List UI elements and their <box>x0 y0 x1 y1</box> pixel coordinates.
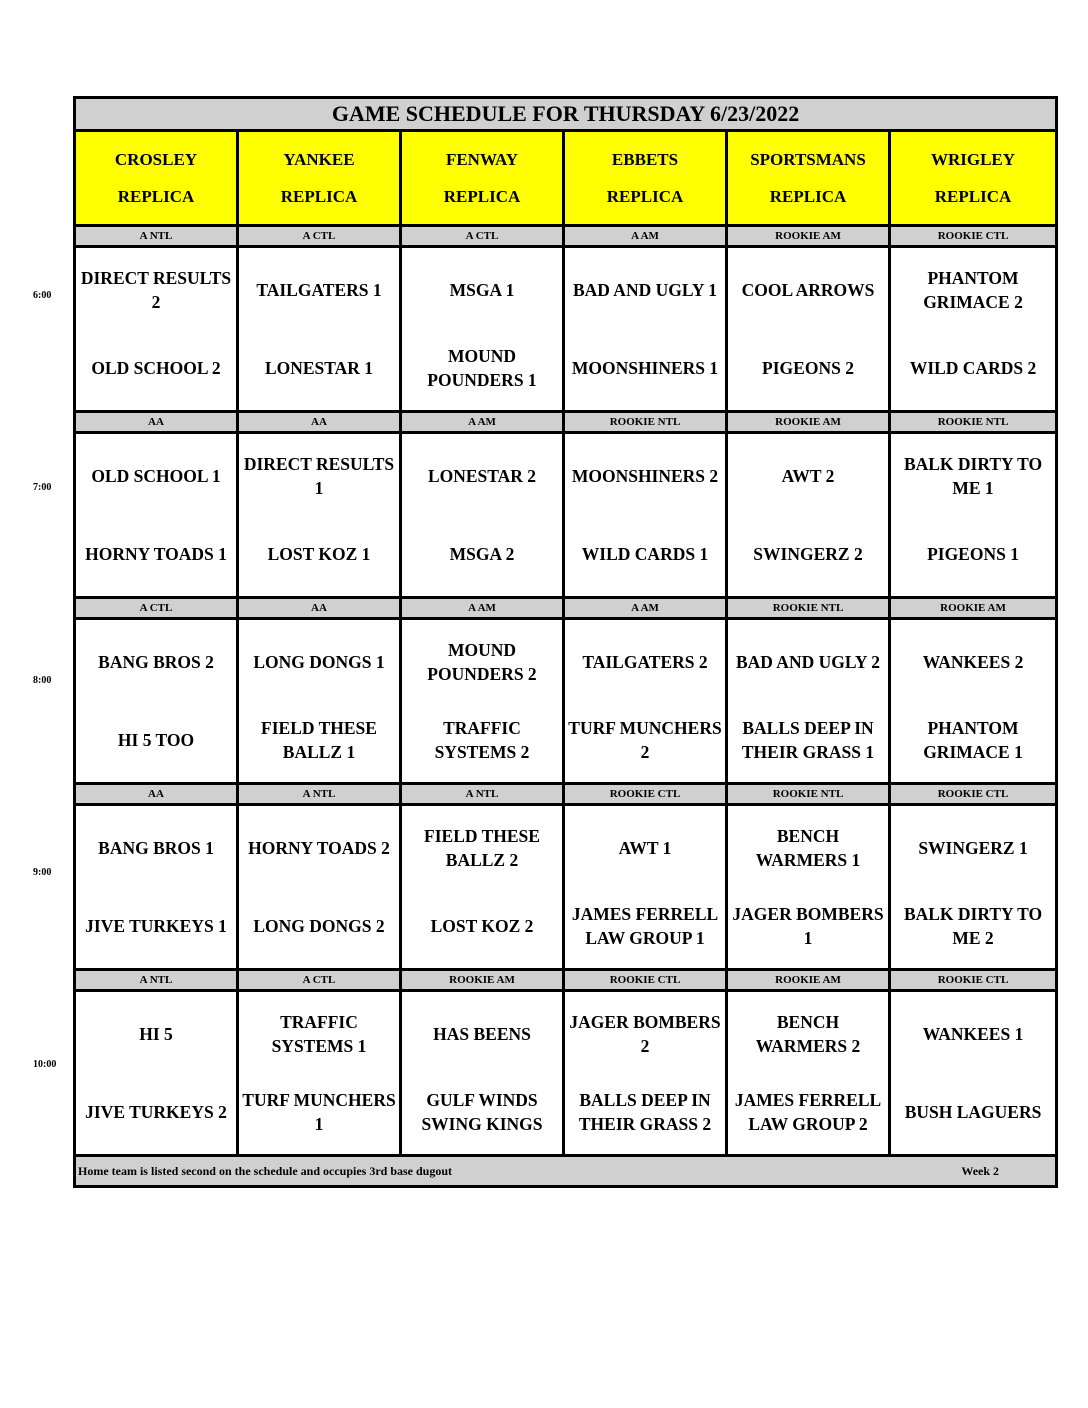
division-label: A AM <box>564 598 727 619</box>
division-label: ROOKIE CTL <box>890 784 1057 805</box>
away-team: BANG BROS 1 <box>98 838 214 858</box>
division-label: ROOKIE AM <box>727 970 890 991</box>
game-cell <box>238 619 401 784</box>
game-cell <box>727 991 890 1156</box>
away-team: BENCH WARMERS 2 <box>755 1012 861 1056</box>
game-row <box>75 991 1057 1156</box>
game-cell <box>890 433 1057 598</box>
home-team: FIELD THESE BALLZ 1 <box>261 718 377 762</box>
game-cell <box>75 619 238 784</box>
game-cell <box>75 247 238 412</box>
home-team: GULF WINDS SWING KINGS <box>421 1090 543 1134</box>
home-team: HI 5 TOO <box>117 730 195 750</box>
game-row <box>75 247 1057 412</box>
away-team: TAILGATERS 2 <box>582 652 708 672</box>
division-label: ROOKIE CTL <box>890 970 1057 991</box>
home-team: MOUND POUNDERS 1 <box>427 346 537 390</box>
division-row <box>75 970 1057 991</box>
division-label: ROOKIE AM <box>727 226 890 247</box>
home-team: WILD CARDS 1 <box>581 544 709 564</box>
field-header <box>238 131 401 226</box>
away-team: BAD AND UGLY 1 <box>572 280 718 300</box>
field-name: CROSLEY <box>114 150 198 169</box>
home-team: JAGER BOMBERS 1 <box>732 904 884 948</box>
home-team: LONG DONGS 2 <box>253 916 385 936</box>
game-cell <box>238 433 401 598</box>
division-label: A CTL <box>238 970 401 991</box>
game-cell <box>238 805 401 970</box>
division-label: ROOKIE NTL <box>890 412 1057 433</box>
away-team: AWT 1 <box>618 838 672 858</box>
home-team: WILD CARDS 2 <box>909 358 1037 378</box>
home-team: LOST KOZ 1 <box>267 544 371 564</box>
home-team: MSGA 2 <box>449 544 515 564</box>
away-team: SWINGERZ 1 <box>918 838 1028 858</box>
game-cell <box>890 805 1057 970</box>
game-cell <box>727 247 890 412</box>
away-team: TRAFFIC SYSTEMS 1 <box>271 1012 367 1056</box>
game-cell <box>401 247 564 412</box>
division-row <box>75 226 1057 247</box>
game-cell <box>890 991 1057 1156</box>
division-label: ROOKIE NTL <box>564 412 727 433</box>
division-label: ROOKIE CTL <box>890 226 1057 247</box>
game-cell <box>727 433 890 598</box>
game-cell <box>238 247 401 412</box>
away-team: COOL ARROWS <box>741 280 875 300</box>
division-label: ROOKIE NTL <box>727 784 890 805</box>
field-sub: REPLICA <box>117 187 195 206</box>
away-team: LONG DONGS 1 <box>253 652 385 672</box>
division-label: A NTL <box>75 226 238 247</box>
field-header <box>401 131 564 226</box>
field-sub: REPLICA <box>280 187 358 206</box>
home-team: JAMES FERRELL LAW GROUP 1 <box>571 904 719 948</box>
home-team: SWINGERZ 2 <box>753 544 863 564</box>
home-team: BUSH LAGUERS <box>904 1102 1042 1122</box>
away-team: WANKEES 2 <box>922 652 1024 672</box>
game-cell <box>75 433 238 598</box>
division-label: ROOKIE NTL <box>727 598 890 619</box>
game-cell <box>75 991 238 1156</box>
field-header-row <box>75 131 1057 226</box>
footer-week: Week 2 <box>961 1163 1000 1178</box>
game-cell <box>727 619 890 784</box>
game-cell <box>75 805 238 970</box>
game-cell <box>564 433 727 598</box>
field-sub: REPLICA <box>934 187 1012 206</box>
division-label: A NTL <box>238 784 401 805</box>
division-label: A AM <box>564 226 727 247</box>
time-label: 8:00 <box>33 675 52 686</box>
game-cell <box>401 433 564 598</box>
division-row <box>75 784 1057 805</box>
away-team: PHANTOM GRIMACE 2 <box>923 268 1023 312</box>
home-team: BALK DIRTY TO ME 2 <box>903 904 1043 948</box>
away-team: JAGER BOMBERS 2 <box>569 1012 721 1056</box>
home-team: TURF MUNCHERS 1 <box>242 1090 396 1134</box>
home-team: BALLS DEEP IN THEIR GRASS 1 <box>741 718 875 762</box>
home-team: PIGEONS 1 <box>927 544 1019 564</box>
home-team: OLD SCHOOL 2 <box>91 358 221 378</box>
division-label: A NTL <box>401 784 564 805</box>
field-header <box>727 131 890 226</box>
division-label: A CTL <box>75 598 238 619</box>
away-team: BENCH WARMERS 1 <box>755 826 861 870</box>
field-name: EBBETS <box>611 150 679 169</box>
footer-note: Home team is listed second on the schedule and occupies 3rd base dugout <box>78 1163 453 1178</box>
schedule-title: GAME SCHEDULE FOR THURSDAY 6/23/2022 <box>75 98 1057 131</box>
away-team: DIRECT RESULTS 1 <box>243 454 395 498</box>
field-header <box>890 131 1057 226</box>
away-team: HI 5 <box>139 1024 173 1044</box>
game-row <box>75 433 1057 598</box>
division-label: AA <box>238 412 401 433</box>
division-label: ROOKIE AM <box>401 970 564 991</box>
away-team: MSGA 1 <box>449 280 515 300</box>
home-team: LONESTAR 1 <box>264 358 374 378</box>
away-team: DIRECT RESULTS 2 <box>80 268 232 312</box>
home-team: PHANTOM GRIMACE 1 <box>923 718 1023 762</box>
field-sub: REPLICA <box>606 187 684 206</box>
home-team: JIVE TURKEYS 1 <box>85 916 227 936</box>
game-cell <box>890 247 1057 412</box>
away-team: TAILGATERS 1 <box>256 280 382 300</box>
schedule-footer <box>75 1156 1057 1187</box>
away-team: BAD AND UGLY 2 <box>735 652 881 672</box>
away-team: LONESTAR 2 <box>427 466 537 486</box>
division-label: A AM <box>401 598 564 619</box>
field-name: FENWAY <box>445 150 519 169</box>
home-team: PIGEONS 2 <box>762 358 854 378</box>
game-cell <box>401 991 564 1156</box>
time-label: 7:00 <box>33 482 52 493</box>
division-label: ROOKIE AM <box>727 412 890 433</box>
division-row <box>75 598 1057 619</box>
home-team: BALLS DEEP IN THEIR GRASS 2 <box>578 1090 712 1134</box>
division-label: ROOKIE AM <box>890 598 1057 619</box>
game-cell <box>401 619 564 784</box>
home-team: LOST KOZ 2 <box>430 916 534 936</box>
game-cell <box>727 805 890 970</box>
division-label: ROOKIE CTL <box>564 784 727 805</box>
away-team: MOUND POUNDERS 2 <box>427 640 537 684</box>
game-cell <box>564 991 727 1156</box>
home-team: JAMES FERRELL LAW GROUP 2 <box>734 1090 882 1134</box>
field-name: SPORTSMANS <box>750 150 866 169</box>
away-team: FIELD THESE BALLZ 2 <box>424 826 540 870</box>
home-team: TURF MUNCHERS 2 <box>568 718 722 762</box>
division-label: A CTL <box>238 226 401 247</box>
field-header <box>564 131 727 226</box>
game-cell <box>564 619 727 784</box>
division-label: AA <box>238 598 401 619</box>
division-label: AA <box>75 412 238 433</box>
division-label: ROOKIE CTL <box>564 970 727 991</box>
game-cell <box>238 991 401 1156</box>
game-row <box>75 805 1057 970</box>
game-cell <box>890 619 1057 784</box>
home-team: TRAFFIC SYSTEMS 2 <box>434 718 530 762</box>
away-team: OLD SCHOOL 1 <box>91 466 221 486</box>
home-team: HORNY TOADS 1 <box>85 544 227 564</box>
game-cell <box>401 805 564 970</box>
away-team: BALK DIRTY TO ME 1 <box>903 454 1043 498</box>
time-label: 10:00 <box>33 1059 57 1070</box>
away-team: HORNY TOADS 2 <box>248 838 390 858</box>
away-team: HAS BEENS <box>433 1024 531 1044</box>
field-header <box>75 131 238 226</box>
field-sub: REPLICA <box>769 187 847 206</box>
game-cell <box>564 805 727 970</box>
field-sub: REPLICA <box>443 187 521 206</box>
game-cell <box>564 247 727 412</box>
schedule-table <box>73 96 1058 1188</box>
home-team: MOONSHINERS 1 <box>571 358 719 378</box>
division-label: AA <box>75 784 238 805</box>
field-name: WRIGLEY <box>930 150 1016 169</box>
time-label: 6:00 <box>33 290 52 301</box>
time-label: 9:00 <box>33 867 52 878</box>
away-team: MOONSHINERS 2 <box>571 466 719 486</box>
division-label: A NTL <box>75 970 238 991</box>
division-row <box>75 412 1057 433</box>
away-team: BANG BROS 2 <box>98 652 214 672</box>
division-label: A AM <box>401 412 564 433</box>
field-name: YANKEE <box>283 150 355 169</box>
away-team: WANKEES 1 <box>922 1024 1024 1044</box>
game-row <box>75 619 1057 784</box>
division-label: A CTL <box>401 226 564 247</box>
home-team: JIVE TURKEYS 2 <box>85 1102 227 1122</box>
away-team: AWT 2 <box>781 466 835 486</box>
